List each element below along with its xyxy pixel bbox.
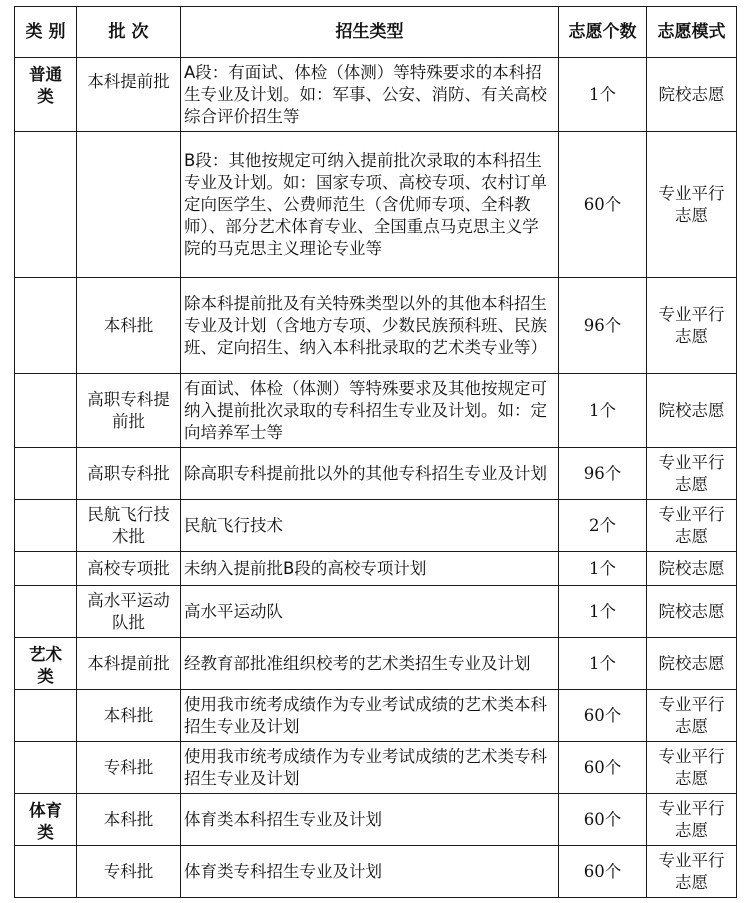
batch-cell (77, 638, 181, 690)
batch-label: 本科批 (103, 809, 154, 829)
type-cell: 使用我市统考成绩作为专业考试成绩的艺术类本科招生专业及计划 (181, 690, 559, 742)
mode-cell (647, 278, 737, 374)
header-batch: 批 次 (77, 7, 181, 58)
header-count (559, 7, 647, 58)
mode-cell (647, 690, 737, 742)
header-count-label: 志愿个数 (568, 21, 637, 42)
header-type: 招生类型 (181, 7, 559, 58)
batch-label: 高职专科批 (87, 463, 170, 483)
mode-cell (647, 638, 737, 690)
batch-cell (77, 794, 181, 846)
mode-label: 专业平行志愿 (658, 850, 725, 892)
count-cell: 60个 (559, 690, 647, 742)
type-cell: 除高职专科提前批以外的其他专科招生专业及计划 (181, 448, 559, 500)
category-cell (15, 500, 77, 552)
mode-cell (647, 794, 737, 846)
mode-cell (647, 448, 737, 500)
type-cell: 民航飞行技术 (181, 500, 559, 552)
table-row (15, 742, 737, 794)
table-row (15, 586, 737, 638)
batch-label: 民航飞行技术批 (87, 504, 170, 546)
mode-cell (647, 552, 737, 586)
type-cell: 体育类专科招生专业及计划 (181, 846, 559, 898)
category-cell (15, 552, 77, 586)
category-cell (15, 690, 77, 742)
type-cell: B段：其他按规定可纳入提前批次录取的本科招生专业及计划。如：国家专项、高校专项、农村订单定向医学生、公费师范生（含优师专项、全科教师）、部分艺术体育专业、全国重点马克思主义学院的马克思主义理论专业等 (181, 132, 559, 278)
batch-cell (77, 58, 181, 132)
mode-cell (647, 132, 737, 278)
category-cell (15, 58, 77, 132)
count-cell: 60个 (559, 846, 647, 898)
table-row (15, 794, 737, 846)
batch-label: 高水平运动队批 (87, 590, 170, 632)
table-row (15, 500, 737, 552)
count-cell: 2个 (559, 500, 647, 552)
batch-cell (77, 374, 181, 448)
mode-cell (647, 846, 737, 898)
category-cell (15, 448, 77, 500)
category-cell (15, 278, 77, 374)
table-row (15, 58, 737, 132)
type-cell: 除本科提前批及有关特殊类型以外的其他本科招生专业及计划（含地方专项、少数民族预科班、民族班、定向招生、纳入本科批录取的艺术类专业等） (181, 278, 559, 374)
mode-label: 院校志愿 (658, 84, 725, 104)
batch-label: 专科批 (103, 861, 154, 881)
count-cell: 1个 (559, 552, 647, 586)
batch-label: 本科批 (103, 705, 154, 725)
mode-cell (647, 58, 737, 132)
mode-cell (647, 586, 737, 638)
category-cell (15, 586, 77, 638)
type-cell: 高水平运动队 (181, 586, 559, 638)
table-row (15, 278, 737, 374)
count-cell: 60个 (559, 742, 647, 794)
admission-table-wrapper (14, 6, 737, 898)
table-row (15, 846, 737, 898)
mode-label: 专业平行志愿 (658, 304, 725, 346)
table-row (15, 552, 737, 586)
batch-label: 专科批 (103, 757, 154, 777)
count-cell: 1个 (559, 374, 647, 448)
batch-cell (77, 846, 181, 898)
batch-label: 高职专科提前批 (87, 389, 170, 431)
mode-label: 专业平行志愿 (658, 452, 725, 494)
mode-label: 专业平行志愿 (658, 504, 725, 546)
mode-label: 专业平行志愿 (658, 798, 725, 840)
mode-label: 院校志愿 (658, 558, 725, 578)
batch-label: 高校专项批 (87, 558, 170, 578)
mode-cell (647, 374, 737, 448)
category-label: 体育类 (29, 801, 62, 842)
batch-label: 本科提前批 (87, 72, 170, 91)
type-cell: 经教育部批准组织校考的艺术类招生专业及计划 (181, 638, 559, 690)
batch-cell (77, 278, 181, 374)
count-cell: 1个 (559, 638, 647, 690)
table-row (15, 638, 737, 690)
batch-cell (77, 690, 181, 742)
mode-label: 院校志愿 (658, 653, 725, 673)
table-header-row (15, 7, 737, 58)
batch-cell (77, 500, 181, 552)
count-cell: 96个 (559, 448, 647, 500)
mode-cell (647, 742, 737, 794)
count-cell: 1个 (559, 58, 647, 132)
mode-label: 院校志愿 (658, 400, 725, 420)
type-cell: A段：有面试、体检（体测）等特殊要求的本科招生专业及计划。如：军事、公安、消防、有关高校综合评价招生等 (181, 58, 559, 132)
mode-label: 专业平行志愿 (658, 183, 725, 225)
count-cell: 60个 (559, 132, 647, 278)
header-mode: 志愿模式 (647, 7, 737, 58)
batch-label: 本科提前批 (87, 653, 170, 673)
type-cell: 有面试、体检（体测）等特殊要求及其他按规定可纳入提前批次录取的专科招生专业及计划。如：定向培养军士等 (181, 374, 559, 448)
count-cell: 1个 (559, 586, 647, 638)
category-cell (15, 132, 77, 278)
batch-cell (77, 552, 181, 586)
category-label: 普通类 (29, 65, 62, 106)
batch-cell (77, 742, 181, 794)
type-cell: 未纳入提前批B段的高校专项计划 (181, 552, 559, 586)
type-cell: 使用我市统考成绩作为专业考试成绩的艺术类专科招生专业及计划 (181, 742, 559, 794)
admission-volunteer-table (14, 6, 737, 898)
type-cell: 体育类本科招生专业及计划 (181, 794, 559, 846)
table-row (15, 132, 737, 278)
batch-cell (77, 448, 181, 500)
category-cell (15, 742, 77, 794)
mode-label: 专业平行志愿 (658, 694, 725, 736)
table-row (15, 448, 737, 500)
category-cell (15, 846, 77, 898)
mode-label: 专业平行志愿 (658, 746, 725, 788)
batch-cell (77, 132, 181, 278)
table-row (15, 374, 737, 448)
table-row (15, 690, 737, 742)
mode-label: 院校志愿 (658, 601, 725, 621)
category-cell (15, 638, 77, 690)
header-category: 类 别 (15, 7, 77, 58)
category-cell (15, 374, 77, 448)
category-label: 艺术类 (29, 645, 62, 686)
category-cell (15, 794, 77, 846)
mode-cell (647, 500, 737, 552)
batch-label: 本科批 (103, 315, 154, 335)
count-cell: 96个 (559, 278, 647, 374)
batch-cell (77, 586, 181, 638)
count-cell: 60个 (559, 794, 647, 846)
